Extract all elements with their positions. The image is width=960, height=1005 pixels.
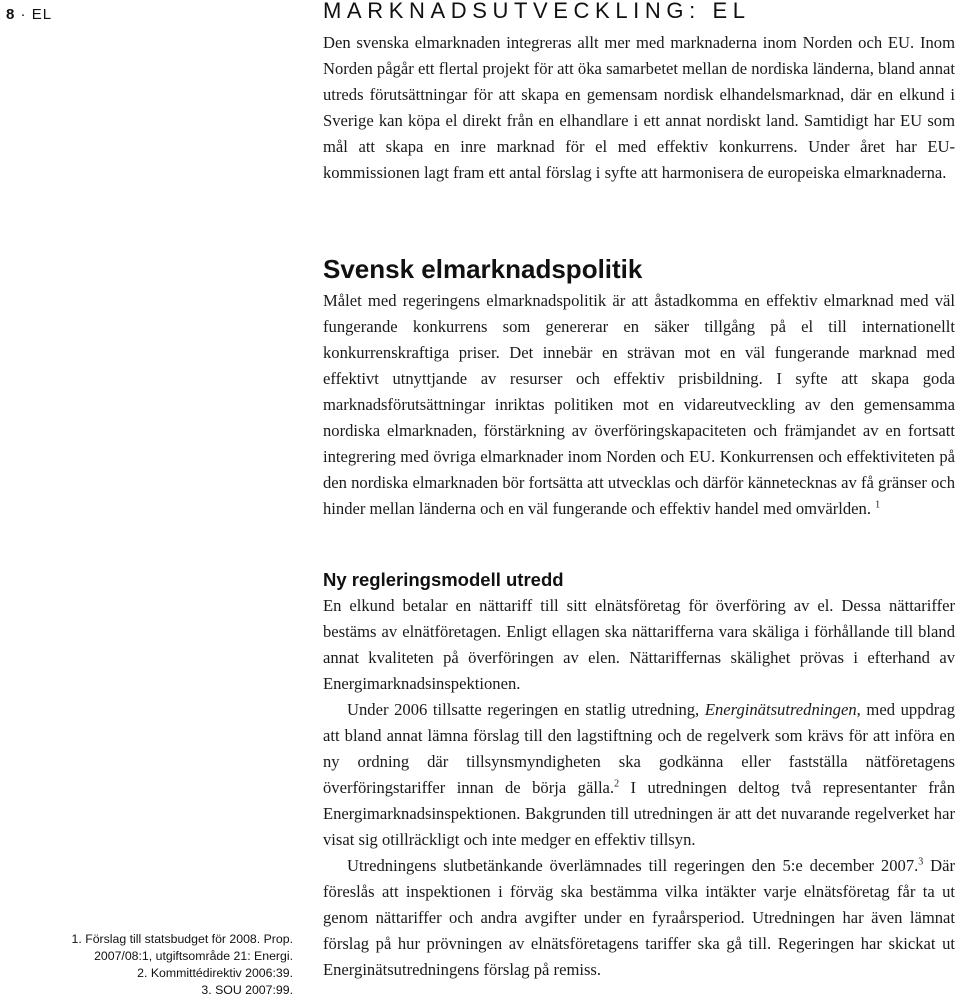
intro-block bbox=[323, 30, 955, 186]
section2-paragraph-1: En elkund betalar en nättariff till sitt elnätsföretag för överföring av el. Dessa nättariffer bestäms av elnätföretagen. Enligt ellagen ska nättarifferna vara skäliga i förhållande till bland annat kvaliteten på överföringen av elen. Nättariffernas skälighet prövas i efterhand av Energimarknadsinspektionen. bbox=[323, 596, 955, 693]
section2-paragraph-3 bbox=[323, 853, 955, 983]
section-header: MARKNADSUTVECKLING: EL bbox=[323, 0, 751, 23]
footnote-line: 1. Förslag till statsbudget för 2008. Prop. bbox=[71, 932, 293, 946]
footnote-ref-2: 2 bbox=[614, 778, 620, 790]
footnote-ref-3: 3 bbox=[918, 856, 924, 868]
footnote-line: 2. Kommittédirektiv 2006:39. bbox=[137, 966, 293, 980]
section1-heading: Svensk elmarknadspolitik bbox=[323, 254, 643, 284]
footnote-line: 2007/08:1, utgiftsområde 21: Energi. bbox=[94, 949, 293, 963]
section1-text: Målet med regeringens elmarknadspolitik är att åstadkomma en effektiv elmarknad med väl fungerande konkurrens som genererar en säker tillgång på el till internationellt konkurrenskraftiga priser. Det innebär en strävan mot en väl fungerande marknad med effektivt utnyttjande av resurser och effektiv prisbildning. I syfte att skapa goda marknadsförutsättningar inriktas politiken mot en vidareutveckling av den gemensamma nordiska elmarknaden, förstärkning av överföringskapaciteten och främjandet av en fortsatt integrering med övriga elmarknader inom Norden och EU. Konkurrensen och effektiviteten på den nordiska elmarknaden bör fortsätta att utvecklas och därför kännetecknas av få gränser och hinder mellan länderna och en väl fungerande och effektiv handel med omvärlden. bbox=[323, 291, 955, 518]
p2-text-a: Under 2006 tillsatte regeringen en statlig utredning, bbox=[347, 700, 705, 719]
footnote-ref-1: 1 bbox=[875, 499, 881, 511]
page-separator: · bbox=[20, 6, 27, 23]
section2-heading: Ny regleringsmodell utredd bbox=[323, 569, 564, 590]
page-section-label: EL bbox=[31, 6, 53, 23]
section2-paragraph-2 bbox=[323, 697, 955, 853]
section-ny-regleringsmodell bbox=[323, 567, 955, 983]
footnotes bbox=[10, 931, 293, 999]
p2-text-b: , med uppdrag att bland annat lämna förslag till den lagstiftning och de regelverk som krävs för att införa en ny ordning där tillsynsmyndigheten ska godkänna eller fastställa nätföretagens överföringstariffer innan de börja gälla. bbox=[323, 700, 955, 797]
p2-text-c: I utredningen deltog två representanter från Energimarknadsinspektionen. Bakgrunden till utredningen är att det nuvarande regelverket har visat sig otillräckligt och inte medger en effektiv tillsyn. bbox=[323, 778, 955, 849]
p3-text-b: Där föreslås att inspektionen i förväg ska bestämma vilka intäkter varje elnätsföretag får ta ut genom nättariffer och andra avgifter under en fyraårsperiod. Utredningen har även lämnat förslag på hur prövningen av elnätsföretagens tariffer ska gå till. Regeringen har skickat ut Energinätsutredningens förslag på remiss. bbox=[323, 856, 955, 979]
section-svensk-elmarknadspolitik bbox=[323, 253, 955, 522]
footnote-line: 3. SOU 2007:99. bbox=[201, 983, 293, 997]
section1-paragraph bbox=[323, 288, 955, 522]
p3-text-a: Utredningens slutbetänkande överlämnades till regeringen den 5:e december 2007. bbox=[347, 856, 919, 875]
page-number bbox=[6, 6, 52, 23]
p2-italic-title: Energinätsutredningen bbox=[704, 700, 857, 719]
page-number-value: 8 bbox=[6, 6, 16, 23]
intro-paragraph: Den svenska elmarknaden integreras allt mer med marknaderna inom Norden och EU. Inom Norden pågår ett flertal projekt för att öka samarbetet mellan de nordiska länderna, bland annat utreds förutsättningar för att skapa en gemensam nordisk elhandelsmarknad, där en elkund i Sverige kan köpa el direkt från en elhandlare i ett annat nordiskt land. Samtidigt har EU som mål att skapa en inre marknad för el med effektiv konkurrens. Under året har EU-kommissionen lagt fram ett antal förslag i syfte att harmonisera de europeiska elmarknaderna. bbox=[323, 33, 955, 182]
